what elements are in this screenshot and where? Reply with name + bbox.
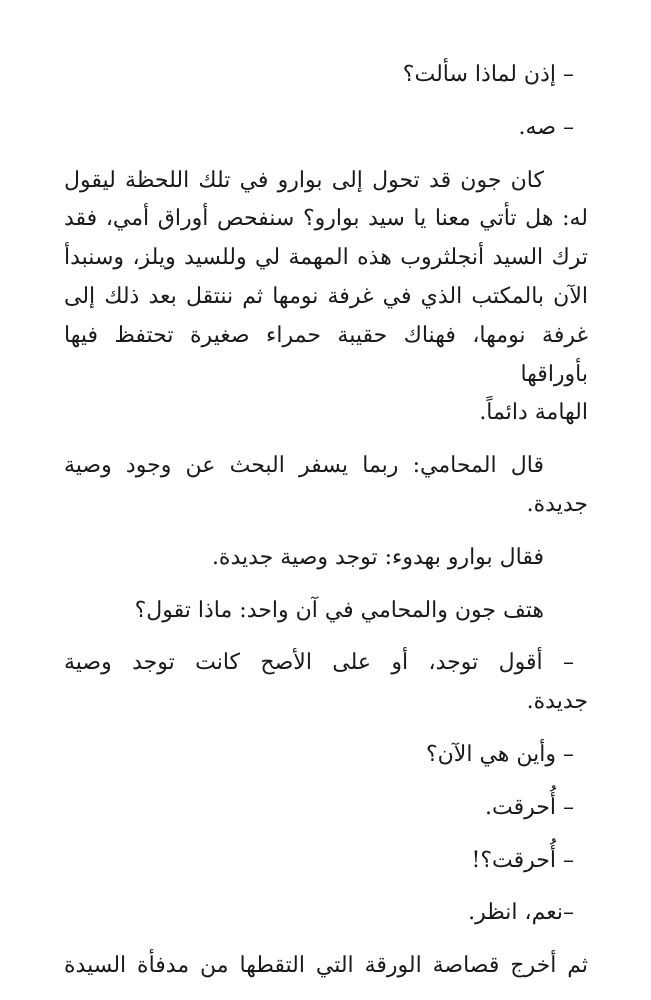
dialogue-line	[64, 56, 588, 95]
dialogue-line	[64, 736, 588, 775]
dialogue-text: – أقول توجد، أو على الأصح كانت توجد وصية	[64, 650, 574, 676]
dialogue-text: – أُحرقت؟!	[471, 847, 574, 873]
dialogue-text: – وأين هي الآن؟	[425, 741, 574, 767]
paragraph-line: كان جون قد تحول إلى بوارو في تلك اللحظة ليقول	[64, 167, 544, 193]
book-page	[64, 56, 588, 1000]
dialogue-text: جديدة.	[526, 689, 588, 715]
paragraph-line: ترك السيد أنجلثروب هذه المهمة لي وللسيد ويلز، وسنبدأ	[64, 245, 588, 271]
dialogue-line	[64, 644, 588, 722]
dialogue-text: – أُحرقت.	[485, 794, 574, 820]
narrative-paragraph	[64, 447, 588, 525]
paragraph-line: فقال بوارو بهدوء: توجد وصية جديدة.	[211, 544, 544, 570]
dialogue-line	[64, 894, 588, 933]
dialogue-text: – صه.	[518, 114, 574, 140]
narrative-paragraph	[64, 947, 588, 986]
dialogue-text: –نعم، انظر.	[468, 900, 574, 926]
dialogue-line	[64, 109, 588, 148]
paragraph-line: الهامة دائماً.	[479, 400, 588, 426]
dialogue-text: – إذن لماذا سألت؟	[402, 62, 574, 87]
narrative-paragraph	[64, 592, 588, 631]
paragraph-line: ثم أخرج قصاصة الورقة التي التقطها من مدفأة السيدة	[64, 953, 588, 979]
paragraph-line: قال المحامي: ربما يسفر البحث عن وجود وصية	[64, 453, 544, 479]
narrative-paragraph	[64, 539, 588, 578]
paragraph-line: له: هل تأتي معنا يا سيد بوارو؟ سنفحص أوراق أمي، فقد	[64, 206, 588, 232]
paragraph-line: الآن بالمكتب الذي في غرفة نومها ثم ننتقل بعد ذلك إلى	[64, 283, 588, 309]
paragraph-line: غرفة نومها، فهناك حقيبة حمراء صغيرة تحتفظ فيها بأوراقها	[64, 322, 588, 387]
paragraph-line: هتف جون والمحامي في آن واحد: ماذا تقول؟	[134, 597, 544, 623]
narrative-paragraph	[64, 162, 588, 434]
paragraph-line: جديدة.	[526, 491, 588, 517]
dialogue-line	[64, 842, 588, 881]
dialogue-line	[64, 789, 588, 828]
